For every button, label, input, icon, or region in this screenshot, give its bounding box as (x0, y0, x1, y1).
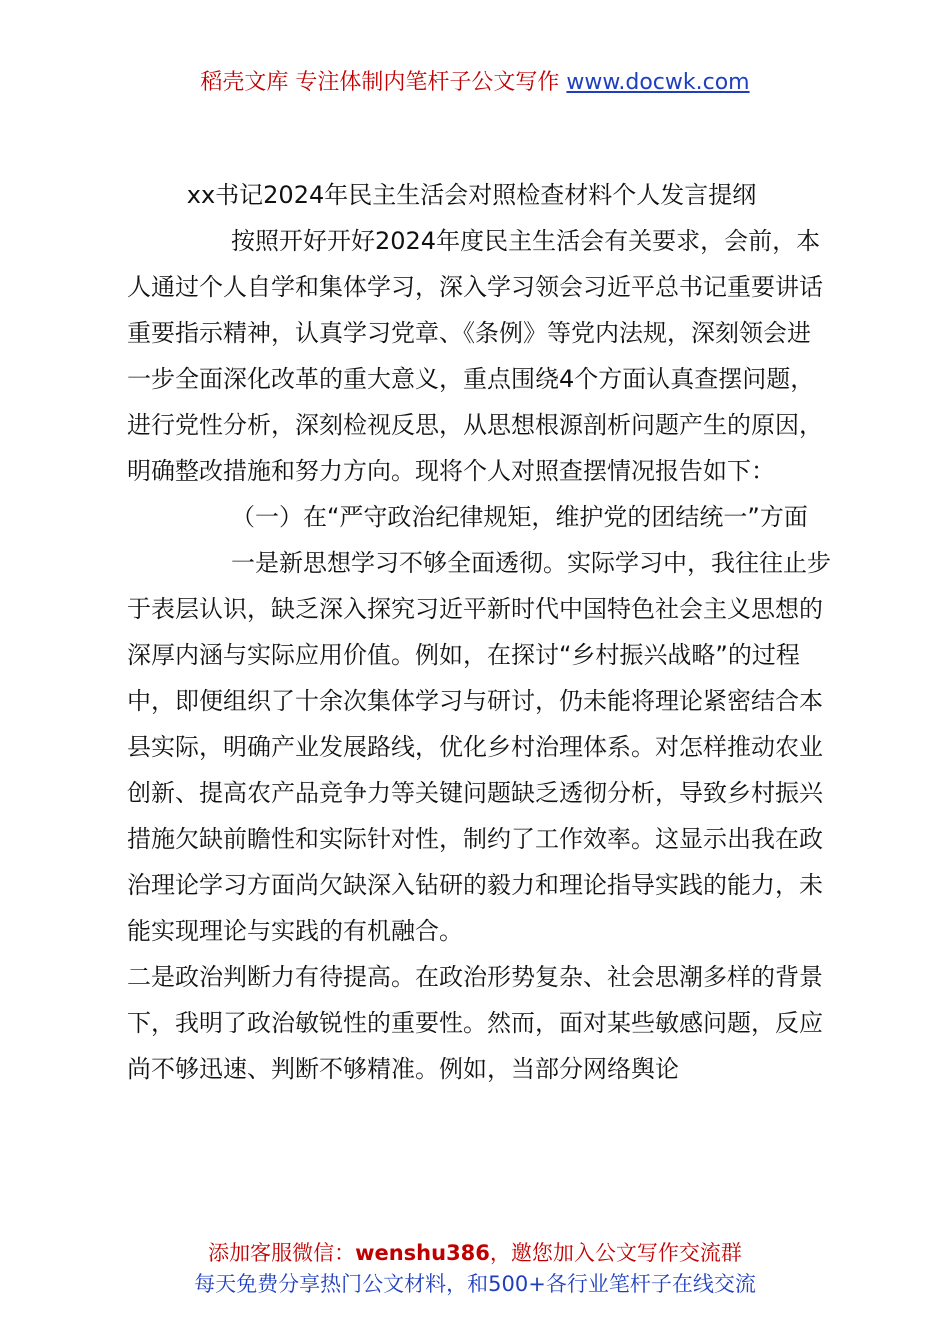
document-title: xx书记2024年民主生活会对照检查材料个人发言提纲 (186, 181, 757, 209)
share-promo-line: 每天免费分享热门公文材料，和500+各行业笔杆子在线交流 (194, 1272, 756, 1296)
site-link[interactable]: www.docwk.com (566, 70, 750, 95)
point-two-paragraph: 二是政治判断力有待提高。在政治形势复杂、社会思潮多样的背景下，我明了政治敏锐性的重要性。然而，面对某些敏感问题，反应尚不够迅速、判断不够精准。例如，当部分网络舆论 (127, 963, 823, 1083)
wechat-promo-line (0, 1238, 950, 1269)
site-header (0, 66, 950, 100)
promo-footer (0, 1238, 950, 1300)
document-body (127, 172, 832, 1092)
wechat-suffix: ，邀您加入公文写作交流群 (489, 1241, 742, 1265)
wechat-prefix: 添加客服微信： (208, 1241, 356, 1265)
site-brand: 稻壳文库 专注体制内笔杆子公文写作 (200, 70, 567, 95)
section-heading: （一）在“严守政治纪律规矩，维护党的团结统一”方面 (231, 503, 808, 531)
wechat-id: wenshu386 (355, 1241, 490, 1265)
intro-paragraph: 按照开好开好2024年度民主生活会有关要求，会前，本人通过个人自学和集体学习，深入学习领会习近平总书记重要讲话重要指示精神，认真学习党章、《条例》等党内法规，深刻领会进一步全面深化改革的重大意义，重点围绕4个方面认真查摆问题，进行党性分析，深刻检视反思，从思想根源剖析问题产生的原因，明确整改措施和努力方向。现将个人对照查摆情况报告如下： (127, 227, 823, 485)
point-one-paragraph: 一是新思想学习不够全面透彻。实际学习中，我往往止步于表层认识，缺乏深入探究习近平新时代中国特色社会主义思想的深厚内涵与实际应用价值。例如，在探讨“乡村振兴战略”的过程中，即便组织了十余次集体学习与研讨，仍未能将理论紧密结合本县实际，明确产业发展路线，优化乡村治理体系。对怎样推动农业创新、提高农产品竞争力等关键问题缺乏透彻分析，导致乡村振兴措施欠缺前瞻性和实际针对性，制约了工作效率。这显示出我在政治理论学习方面尚欠缺深入钻研的毅力和理论指导实践的能力，未能实现理论与实践的有机融合。 (127, 549, 831, 945)
